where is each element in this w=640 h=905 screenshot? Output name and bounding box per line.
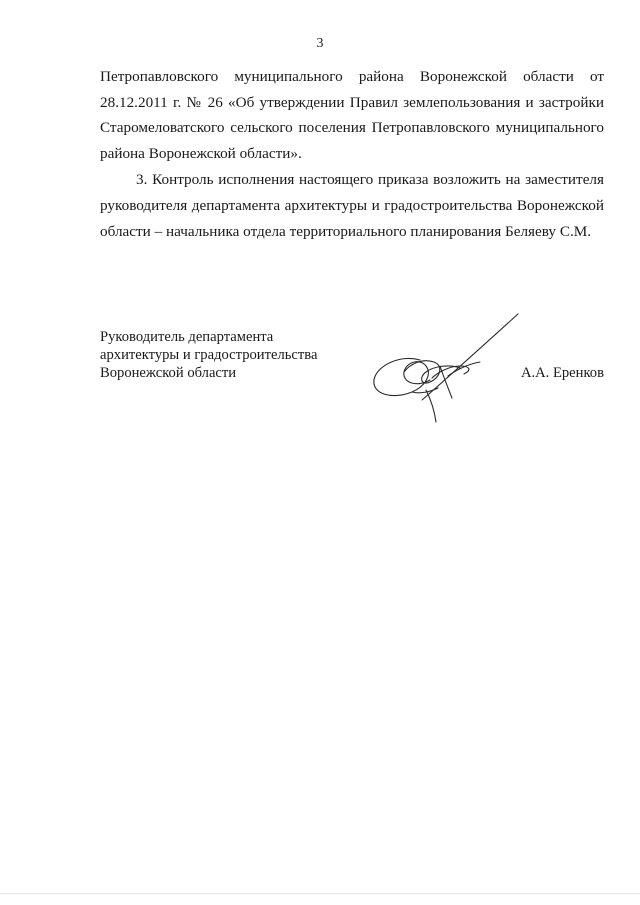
handwritten-signature bbox=[360, 308, 530, 428]
signatory-title bbox=[100, 328, 317, 382]
signatory-title-line-2: архитектуры и градостроительства bbox=[100, 347, 318, 363]
page-number: 3 bbox=[316, 36, 324, 51]
paragraph-3: 3. Контроль исполнения настоящего приказа возложить на заместителя руководителя департамента архитектуры и градостроительства Воронежской области – начальника отдела территориального планирования Беляеву С.М. bbox=[100, 171, 604, 240]
bottom-rule bbox=[0, 893, 640, 894]
signatory-title-line-1: Руководитель департамента bbox=[100, 329, 274, 345]
paragraph-continuation: Петропавловского муниципального района Воронежской области от 28.12.2011 г. № 26 «Об утверждении Правил землепользования и застройки Старомеловатского сельского поселения Петропавловского муниципального района Воронежской области». bbox=[100, 68, 604, 162]
body-text bbox=[100, 64, 604, 244]
signatory-name: А.А. Еренков bbox=[520, 365, 604, 381]
signatory-title-line-3: Воронежской области bbox=[100, 365, 237, 381]
